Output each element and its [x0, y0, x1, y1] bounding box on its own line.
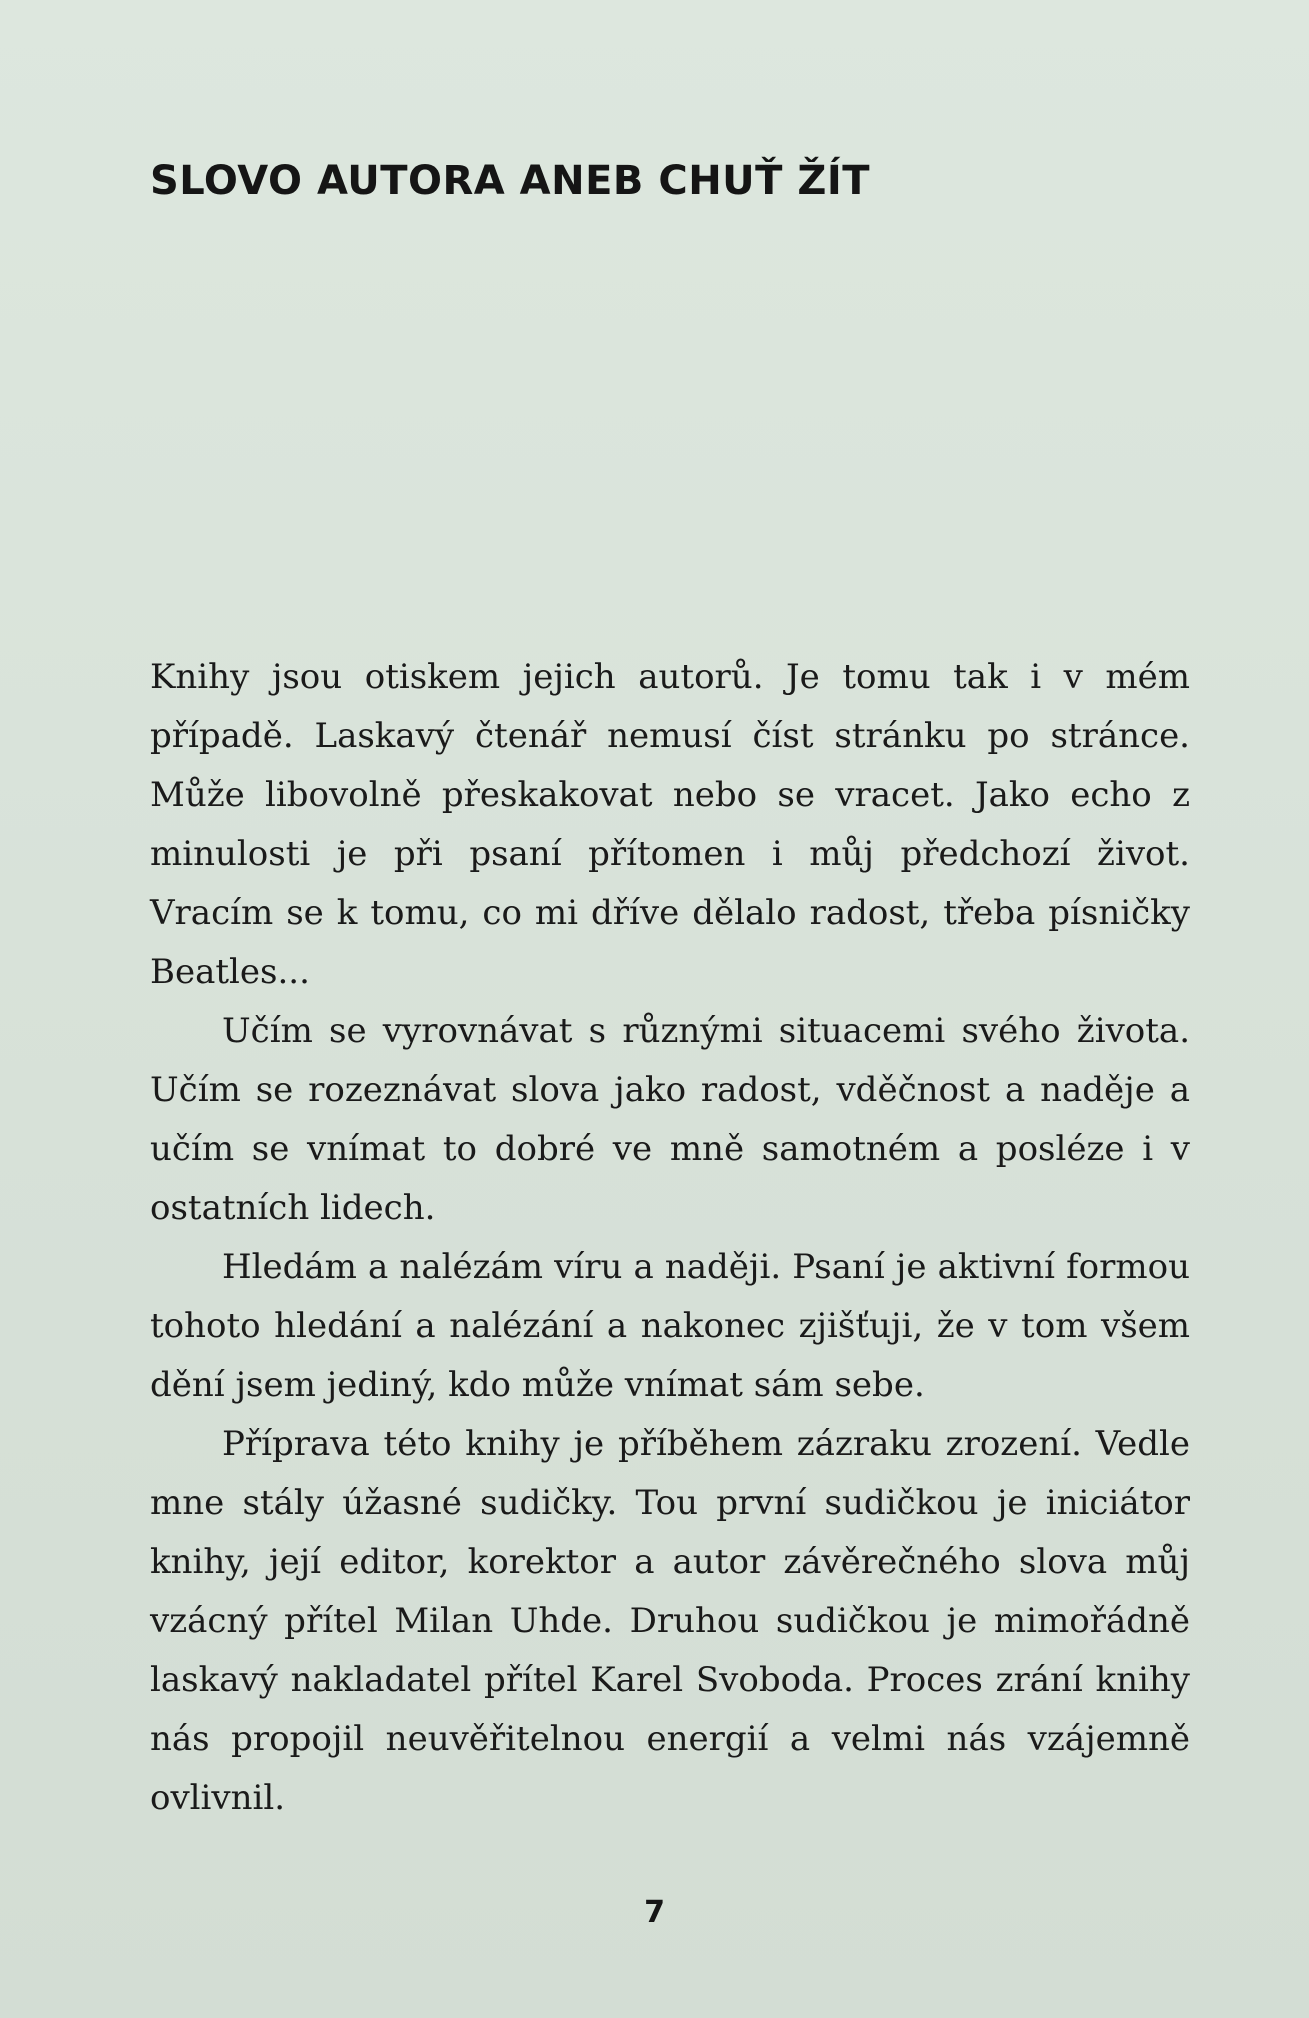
- paragraph-1: Knihy jsou otiskem jejich autorů. Je tomu tak i v mém případě. Laskavý čtenář nemusí číst stránku po stránce. Může libovolně přeskakovat nebo se vracet. Jako echo z minulosti je při psaní přítomen i můj předchozí život. Vracím se k tomu, co mi dříve dělalo radost, třeba písničky Beatles...: [150, 657, 1190, 992]
- paragraph-2: Učím se vyrovnávat s různými situacemi svého života. Učím se rozeznávat slova jako radost, vděčnost a naděje a učím se vnímat to dobré ve mně samotném a posléze i v ostatních lidech.: [150, 1011, 1190, 1228]
- paragraph-3: Hledám a nalézám víru a naději. Psaní je aktivní formou tohoto hledání a nalézání a nakonec zjišťuji, že v tom všem dění jsem jediný, kdo může vnímat sám sebe.: [150, 1247, 1190, 1405]
- chapter-heading: SLOVO AUTORA ANEB CHUŤ ŽÍT: [150, 158, 871, 204]
- paragraph-4: Příprava této knihy je příběhem zázraku zrození. Vedle mne stály úžasné sudičky. Tou první sudičkou je iniciátor knihy, její editor, korektor a autor závěrečného slova můj vzácný přítel Milan Uhde. Druhou sudičkou je mimořádně laskavý nakladatel přítel Karel Svoboda. Proces zrání knihy nás propojil neuvěřitelnou energií a velmi nás vzájemně ovlivnil.: [150, 1424, 1190, 1818]
- body-text: [150, 648, 1190, 1828]
- page-number: 7: [644, 1895, 665, 1930]
